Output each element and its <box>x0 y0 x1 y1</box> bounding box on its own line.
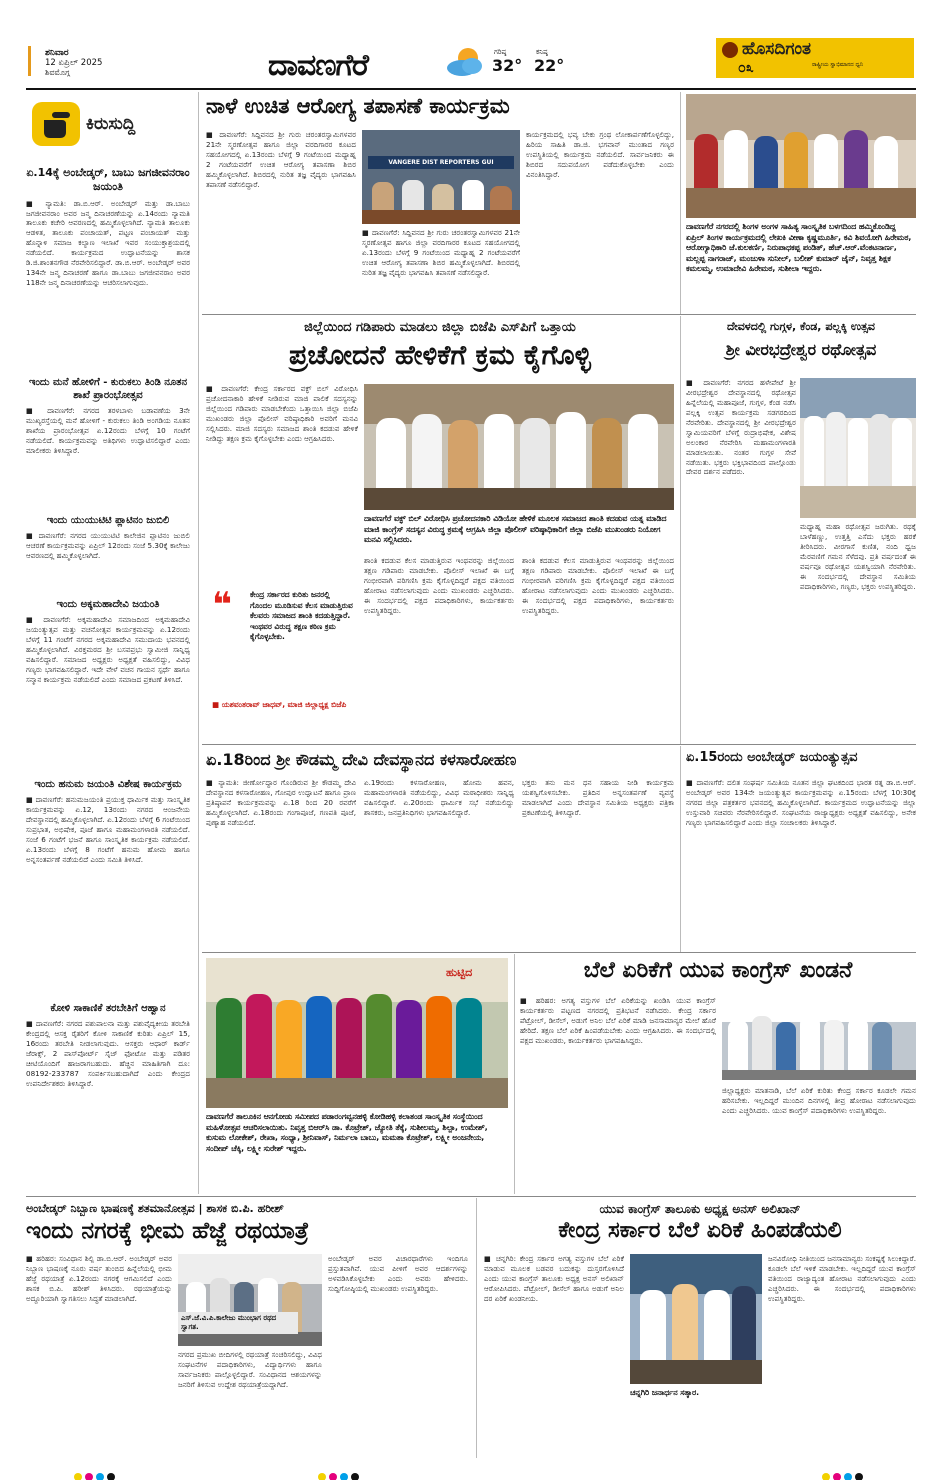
story3-photo <box>800 378 916 518</box>
page-number: ೦೩ <box>738 60 754 76</box>
kiru-item-5 <box>26 778 190 1000</box>
paper-tagline: ರಾಷ್ಟ್ರೀಯ ಸ್ವಾಭಿಮಾನದ ಧ್ವನಿ <box>812 62 864 68</box>
story2-photo <box>364 384 674 510</box>
kiru-item-body: ■ ದಾವಣಗೆರೆ: ನಗರದ ತರಳಬಾಳು ಬಡಾವಣೆಯ 3ನೇ ಮುಖ್ಯರಸ್ತೆಯಲ್ಲಿ ಮನೆ ಹೋಳಿಗೆ - ಕುರುಕಲು ತಿಂಡಿ ಅಂಗಡಿಯ ನೂತನ ಶಾಖೆಯ ಪ್ರಾರಂಭೋತ್ಸವ ಏ.12ರಂದು ಬೆಳಗ್ಗೆ 10 ಗಂಟೆಗೆ ನಡೆಯಲಿದೆ. ಕಾರ್ಯಕ್ರಮವನ್ನು ಅತಿಥಿಗಳು ಉದ್ಘಾಟಿಸಲಿದ್ದಾರೆ ಎಂದು ಮಾಲೀಕರು ತಿಳಿಸಿದ್ದಾರೆ. <box>26 406 190 455</box>
story2-quote: ಕೇಂದ್ರ ಸರ್ಕಾರದ ಕುರಿತು ಜನರಲ್ಲಿ ಗೊಂದಲ ಮೂಡಿಸುವ ಕೆಲಸ ಮಾಡುತ್ತಿರುವ ಕೆಲವರು ಸಮಾಜದ ಶಾಂತಿ ಕದಡುತ್ತಿದ್ದಾರೆ. ಇಂಥವರ ವಿರುದ್ಧ ತಕ್ಷಣ ಕಠಿಣ ಕ್ರಮ ಕೈಗೊಳ್ಳಬೇಕು. <box>250 590 353 641</box>
story6-headline: ಬೆಲೆ ಏರಿಕೆಗೆ ಯುವ ಕಾಂಗ್ರೆಸ್ ಖಂಡನೆ <box>583 958 853 983</box>
story4-rule <box>680 746 681 952</box>
min-temp: 22° <box>534 56 565 75</box>
masthead-city-sub: ಶಿವಮೊಗ್ಗ <box>45 68 70 77</box>
kiru-item-headline: ಇಂದು ಅಕ್ಕಮಹಾದೇವಿ ಜಯಂತಿ <box>56 599 160 610</box>
story5-headline: ಏ.15ರಂದು ಅಂಬೇಡ್ಕರ್ ಜಯಂತ್ಯುತ್ಸವ <box>686 750 858 765</box>
kiru-item-headline: ಏ.14ಕ್ಕೆ ಅಂಬೇಡ್ಕರ್, ಬಾಬು ಜಗಜೀವನರಾಂ ಜಯಂತಿ <box>26 166 190 194</box>
story1-col1: ■ ದಾವಣಗೆರೆ: ಸಿದ್ದಿವನದ ಶ್ರೀ ಗುರು ಚರಂತರಸ್ವಾಮಿಗಳವರ 21ನೇ ಸ್ಮರಣೋತ್ಸವ ಹಾಗೂ ಜಿಲ್ಲಾ ವರದಿಗಾರರ ಕೂಟದ ಸಹಯೋಗದಲ್ಲಿ ಏ.13ರಂದು ಬೆಳಗ್ಗೆ 9 ಗಂಟೆಯಿಂದ ಮಧ್ಯಾಹ್ನ 2 ಗಂಟೆಯವರೆಗೆ ಉಚಿತ ಆರೋಗ್ಯ ತಪಾಸಣಾ ಶಿಬಿರ ಹಮ್ಮಿಕೊಳ್ಳಲಾಗಿದೆ. ಶಿಬಿರದಲ್ಲಿ ನುರಿತ ತಜ್ಞ ವೈದ್ಯರು ಭಾಗವಹಿಸಿ ತಪಾಸಣೆ ನಡೆಸಲಿದ್ದಾರೆ. <box>206 130 356 189</box>
story4-headline: ಏ.18ರಿಂದ ಶ್ರೀ ಕೌಡಮ್ಮ ದೇವಿ ದೇವಸ್ಥಾನದ ಕಳಸಾರೋಹಣ <box>206 750 517 769</box>
story4-col1: ■ ನ್ಯಾಮತಿ: ಜೀರ್ಣೋದ್ಧಾರ ಗೊಂಡಿರುವ ಶ್ರೀ ಕೌಡಮ್ಮ ದೇವಿ ದೇವಸ್ಥಾನದ ಕಳಸಾರೋಹಣ, ಗೋಪುರ ಉದ್ಘಾಟನೆ ಹಾಗೂ ಪ್ರಾಣ ಪ್ರತಿಷ್ಠಾಪನೆ ಕಾರ್ಯಕ್ರಮವನ್ನು ಏ.18 ರಿಂದ 20 ರವರೆಗೆ ಹಮ್ಮಿಕೊಳ್ಳಲಾಗಿದೆ. ಏ.18ರಂದು ಗಂಗಾಪೂಜೆ, ಗಣಪತಿ ಪೂಜೆ, ಪುಣ್ಯಾಹ ನಡೆಯಲಿದೆ. <box>206 778 356 827</box>
kiru-item-4 <box>26 598 190 776</box>
story8-col3: ಜನವಿರೋಧಿ ನೀತಿಯಿಂದ ಜನಸಾಮಾನ್ಯರು ಸಂಕಷ್ಟಕ್ಕೆ ಸಿಲುಕಿದ್ದಾರೆ. ಕೂಡಲೇ ಬೆಲೆ ಇಳಿಕೆ ಮಾಡಬೇಕು. ಇಲ್ಲದಿದ್ದರೆ ಯುವ ಕಾಂಗ್ರೆಸ್ ವತಿಯಿಂದ ರಾಜ್ಯಾದ್ಯಂತ ಹೋರಾಟ ನಡೆಸಲಾಗುವುದು ಎಂದು ಎಚ್ಚರಿಸಿದರು. ಈ ಸಂದರ್ಭದಲ್ಲಿ ಪದಾಧಿಕಾರಿಗಳು ಉಪಸ್ಥಿತರಿದ್ದರು. <box>768 1254 916 1303</box>
kiru-item-headline: ಕೋಳಿ ಸಾಕಾಣಿಕೆ ತರಬೇತಿಗೆ ಆಹ್ವಾನ <box>50 1003 166 1014</box>
story6-col1: ■ ಹರಿಹರ: ಅಗತ್ಯ ವಸ್ತುಗಳ ಬೆಲೆ ಏರಿಕೆಯನ್ನು ಖಂಡಿಸಿ ಯುವ ಕಾಂಗ್ರೆಸ್ ಕಾರ್ಯಕರ್ತರು ಪಟ್ಟಣದ ನಗರದಲ್ಲಿ ಪ್ರತಿಭಟನೆ ನಡೆಸಿದರು. ಕೇಂದ್ರ ಸರ್ಕಾರ ಪೆಟ್ರೋಲ್, ಡೀಸೆಲ್, ಅಡುಗೆ ಅನಿಲ ಬೆಲೆ ಏರಿಕೆ ಮಾಡಿ ಜನಸಾಮಾನ್ಯರ ಮೇಲೆ ಹೊರೆ ಹೇರಿದೆ. ತಕ್ಷಣ ಬೆಲೆ ಏರಿಕೆ ಹಿಂಪಡೆಯಬೇಕು ಎಂದು ಆಗ್ರಹಿಸಿದರು. ಈ ಸಂದರ್ಭದಲ್ಲಿ ಪಕ್ಷದ ಮುಖಂಡರು, ಕಾರ್ಯಕರ್ತರು ಭಾಗವಹಿಸಿದ್ದರು. <box>520 996 716 1045</box>
story7-col3: ಅಂಬೇಡ್ಕರ್ ಅವರ ವಿಚಾರಧಾರೆಗಳು ಇಂದಿಗೂ ಪ್ರಸ್ತುತವಾಗಿವೆ. ಯುವ ಪೀಳಿಗೆ ಅವರ ಆದರ್ಶಗಳನ್ನು ಅಳವಡಿಸಿಕೊಳ್ಳಬೇಕು ಎಂದು ಅವರು ಹೇಳಿದರು. ಸುದ್ದಿಗೋಷ್ಠಿಯಲ್ಲಿ ಮುಖಂಡರು ಉಪಸ್ಥಿತರಿದ್ದರು. <box>328 1254 468 1293</box>
hand-pointer-icon <box>32 102 80 146</box>
edition-title: ದಾವಣಗೆರೆ <box>268 48 368 83</box>
story3-headline: ಶ್ರೀ ವೀರಭದ್ರೇಶ್ವರ ರಥೋತ್ಸವ <box>725 340 877 359</box>
kiru-item-headline: ಇಂದು ಯುಯುಟಿಟಿ ಪ್ಲಾಟಿನಂ ಜುಬಿಲಿ <box>46 515 170 526</box>
photo-story-caption: ದಾವಣಗೆರೆ ತಾಲೂಕಿನ ಆನಗೋಡು ಸಮೀಪದ ಪಡಾರಂಗವ್ವನಹಳ್ಳಿ ಕೋಡಿಹಳ್ಳಿ ಕಲಾತಂಡ ಸಾಂಸ್ಕೃತಿಕ ಸಂಸ್ಥೆಯಿಂದ ಮಹಿಳೋತ್ಸವ ಆಚರಿಸಲಾಯಿತು. ನಿವೃತ್ತ ಬಿಆರ್‌ಸಿ ಡಾ. ಕೊಟ್ರೇಶ್, ಜ್ಯೋತಿ ತೆಕ್ಕೆ, ಸುಶೀಲಮ್ಮ, ಶಿಲ್ಪಾ, ಉಮೇಶ್, ಕುಸುಮ ಲೋಕೇಶ್, ರೇಖಾ, ಸಂಧ್ಯಾ, ಶ್ರೀನಿವಾಸ್, ನಿರ್ಮಲಾ ಬಾಬು, ಮಮತಾ ಕೊಟ್ರೇಶ್, ಲಕ್ಷ್ಮೀ ಅಂಜನೇಯ, ಸಂದೀಪ್ ಚೆಕ್ಕಿ, ಲಕ್ಷ್ಮೀ ಸುರೇಶ್ ಇದ್ದರು. <box>206 1112 488 1153</box>
story7-headline: ಇಂದು ನಗರಕ್ಕೆ ಭೀಮ ಹೆಜ್ಜೆ ರಥಯಾತ್ರೆ <box>26 1218 309 1244</box>
story1-col3: ಕಾರ್ಯಕ್ರಮದಲ್ಲಿ ಭವ್ಯ ಬೇಕು ಗ್ರಂಥ ಲೋಕಾರ್ಪಣೆಗೊಳ್ಳಲಿದ್ದು, ಹಿರಿಯ ಸಾಹಿತಿ ಡಾ.ಜಿ. ಭಗವಾನ್ ಮುಂತಾದ ಗಣ್ಯರ ಉಪಸ್ಥಿತಿಯಲ್ಲಿ ಕಾರ್ಯಕ್ರಮ ನಡೆಯಲಿದೆ. ಸಾರ್ವಜನಿಕರು ಈ ಶಿಬಿರದ ಸದುಪಯೋಗ ಪಡೆದುಕೊಳ್ಳಬೇಕು ಎಂದು ವಿನಂತಿಸಿದ್ದಾರೆ. <box>526 130 674 179</box>
registration-dots-center <box>318 1466 362 1480</box>
story1-photo <box>362 130 520 224</box>
photo-banner: VANGERE DIST REPORTERS GUI <box>368 156 514 169</box>
masthead-date: 12 ಏಪ್ರಿಲ್ 2025 <box>45 58 103 68</box>
max-temp-label: ಗರಿಷ್ಠ <box>494 48 507 56</box>
paper-name: ಹೊಸದಿಗಂತ <box>742 39 812 59</box>
story7-photo-caption: ಎಸ್.ಜೆ.ವಿ.ಪಿ.ಕಾಲೇಜು ಮುಂಭಾಗ ರಥದ ಸ್ವಾಗತ. <box>178 1312 298 1334</box>
story4-col3: ಭಕ್ತರು ತನು ಮನ ಧನ ಸಹಾಯ ನೀಡಿ ಕಾರ್ಯಕ್ರಮ ಯಶಸ್ವಿಗೊಳಿಸಬೇಕು. ಪ್ರತಿದಿನ ಅನ್ನಸಂತರ್ಪಣೆ ವ್ಯವಸ್ಥೆ ಮಾಡಲಾಗಿದೆ ಎಂದು ದೇವಸ್ಥಾನ ಸಮಿತಿಯ ಅಧ್ಯಕ್ಷರು ಪತ್ರಿಕಾ ಪ್ರಕಟಣೆಯಲ್ಲಿ ತಿಳಿಸಿದ್ದಾರೆ. <box>522 778 674 817</box>
story7-rule <box>476 1198 477 1458</box>
photo-story-image <box>206 958 508 1108</box>
story1-headline: ನಾಳೆ ಉಚಿತ ಆರೋಗ್ಯ ತಪಾಸಣೆ ಕಾರ್ಯಕ್ರಮ <box>206 94 510 118</box>
kiru-item-headline: ಇಂದು ಮನೆ ಹೋಳಿಗೆ - ಕುರುಕಲು ತಿಂಡಿ ನೂತನ ಶಾಖೆ ಪ್ರಾರಂಭೋತ್ಸವ <box>28 377 188 401</box>
story8-headline: ಕೇಂದ್ರ ಸರ್ಕಾರ ಬೆಲೆ ಏರಿಕೆ ಹಿಂಪಡೆಯಲಿ <box>558 1218 842 1243</box>
kiru-item-6 <box>26 1002 190 1192</box>
registration-dots-right <box>822 1466 866 1480</box>
story5-body: ■ ದಾವಣಗೆರೆ: ದಲಿತ ಸಂಘರ್ಷ ಸಮಿತಿಯ ನೂತನ ಜಿಲ್ಲಾ ಘಟಕದಿಂದ ಭಾರತ ರತ್ನ ಡಾ.ಬಿ.ಆರ್. ಅಂಬೇಡ್ಕರ್ ಅವರ 134ನೇ ಜಯಂತ್ಯುತ್ಸವ ಕಾರ್ಯಕ್ರಮವನ್ನು ಏ.15ರಂದು ಬೆಳಗ್ಗೆ 10:30ಕ್ಕೆ ನಗರದ ಜಿಲ್ಲಾ ಪತ್ರಕರ್ತರ ಭವನದಲ್ಲಿ ಹಮ್ಮಿಕೊಳ್ಳಲಾಗಿದೆ. ಕಾರ್ಯಕ್ರಮದ ಉದ್ಘಾಟನೆಯನ್ನು ಜಿಲ್ಲಾ ಉಸ್ತುವಾರಿ ಸಚಿವರು ನೆರವೇರಿಸಲಿದ್ದಾರೆ. ಸಂಘಟನೆಯ ರಾಜ್ಯಾಧ್ಯಕ್ಷರು ಅಧ್ಯಕ್ಷತೆ ವಹಿಸಲಿದ್ದು, ಅನೇಕ ಗಣ್ಯರು ಭಾಗವಹಿಸಲಿದ್ದಾರೆ ಎಂದು ಜಿಲ್ಲಾ ಸಂಚಾಲಕರು ತಿಳಿಸಿದ್ದಾರೆ. <box>686 778 916 827</box>
quote-mark-icon: ❝ <box>212 585 232 625</box>
story2-quote-by: ■ ಯಶವಂತರಾವ್ ಜಾಧವ್, ಮಾಜಿ ಜಿಲ್ಲಾಧ್ಯಕ್ಷ ಬಿಜೆಪಿ <box>212 700 347 709</box>
story3-kicker: ದೇವಳದಲ್ಲಿ ಗುಗ್ಗಳ, ಕೆಂಡ, ಪಲ್ಲಕ್ಕಿ ಉತ್ಸವ <box>727 320 875 333</box>
paper-logo <box>716 38 914 78</box>
story7-photo <box>178 1254 322 1346</box>
kiru-item-body: ■ ನ್ಯಾಮತಿ: ಡಾ.ಬಿ.ಆರ್. ಅಂಬೇಡ್ಕರ್ ಮತ್ತು ಡಾ.ಬಾಬು ಜಗಜೀವನರಾಂ ಅವರ ಜನ್ಮ ದಿನಾಚರಣೆಯನ್ನು ಏ.14ರಂದು ನ್ಯಾಮತಿ ತಾಲೂಕು ಕಚೇರಿ ಆವರಣದಲ್ಲಿ ಹಮ್ಮಿಕೊಳ್ಳಲಾಗಿದೆ. ನ್ಯಾಮತಿ ತಾಲೂಕು ಆಡಳಿತ, ತಾಲೂಕು ಪಂಚಾಯತ್, ಪಟ್ಟಣ ಪಂಚಾಯತ್ ಮತ್ತು ಹೊನ್ನಾಳಿ ಸಮಾಜ ಕಲ್ಯಾಣ ಇಲಾಖೆ ಇವರ ಸಂಯುಕ್ತಾಶ್ರಯದಲ್ಲಿ ನಡೆಯಲಿದೆ. ಕಾರ್ಯಕ್ರಮದ ಉದ್ಘಾಟನೆಯನ್ನು ಶಾಸಕ ಡಿ.ಜಿ.ಶಾಂತನಗೌಡ ನೆರವೇರಿಸಲಿದ್ದಾರೆ. ಡಾ.ಬಿ.ಆರ್. ಅಂಬೇಡ್ಕರ್ ಅವರ 134ನೇ ಜನ್ಮ ದಿನಾಚರಣೆ ಹಾಗೂ ಡಾ.ಬಾಬು ಜಗಜೀವನರಾಂ ಅವರ 118ನೇ ಜನ್ಮ ದಿನಾಚರಣೆಯನ್ನು ಆಚರಿಸಲಾಗುವುದು. <box>26 198 190 288</box>
kirusuddi-box <box>26 96 190 166</box>
story2-col1: ■ ದಾವಣಗೆರೆ: ಕೇಂದ್ರ ಸರ್ಕಾರದ ವಕ್ಫ್ ಬಿಲ್ ವಿರೋಧಿಸಿ ಪ್ರಚೋದನಾಕಾರಿ ಹೇಳಿಕೆ ನೀಡಿರುವ ಮಾಜಿ ಪಾಲಿಕೆ ಸದಸ್ಯನನ್ನು ಜಿಲ್ಲೆಯಿಂದ ಗಡಿಪಾರು ಮಾಡಬೇಕೆಂದು ಒತ್ತಾಯಿಸಿ ಜಿಲ್ಲಾ ಬಿಜೆಪಿ ಮುಖಂಡರು ಜಿಲ್ಲಾ ಪೊಲೀಸ್ ವರಿಷ್ಠಾಧಿಕಾರಿ ಅವರಿಗೆ ಮನವಿ ಸಲ್ಲಿಸಿದರು. ಮಾಜಿ ಸದಸ್ಯರು ಸಮಾಜದ ಶಾಂತಿ ಕದಡುವ ಹೇಳಿಕೆ ನೀಡಿದ್ದು ತಕ್ಷಣ ಕ್ರಮ ಕೈಗೊಳ್ಳಬೇಕು ಎಂದು ಆಗ್ರಹಿಸಿದರು. <box>206 384 358 443</box>
row1-rule <box>202 314 916 315</box>
story2-photo-caption: ದಾವಣಗೆರೆ ವಕ್ಫ್ ಬಿಲ್ ವಿರೋಧಿಸಿ ಪ್ರಚೋದನಕಾರಿ ವಿಡಿಯೋ ಹೇಳಿಕೆ ಮೂಲಕ ಸಮಾಜದ ಶಾಂತಿ ಕದಡುವ ಯತ್ನ ಮಾಡಿದ ಮಾಜಿ ಕಾಂಗ್ರೆಸ್ ಸದಸ್ಯನ ವಿರುದ್ಧ ಕ್ರಮಕ್ಕೆ ಆಗ್ರಹಿಸಿ ಜಿಲ್ಲಾ ಪೊಲೀಸ್ ವರಿಷ್ಠಾಧಿಕಾರಿಗೆ ಜಿಲ್ಲಾ ಬಿಜೆಪಿ ಮುಖಂಡರು ನಿಯೋಗ ಮನವಿ ಸಲ್ಲಿಸಿದರು. <box>364 514 667 545</box>
masthead-rule <box>26 88 916 90</box>
story2-rule <box>680 316 681 744</box>
story6-col2: ಜಿಲ್ಲಾಧ್ಯಕ್ಷರು ಮಾತನಾಡಿ, ಬೆಲೆ ಏರಿಕೆ ಕುರಿತು ಕೇಂದ್ರ ಸರ್ಕಾರ ಕೂಡಲೇ ಗಮನ ಹರಿಸಬೇಕು. ಇಲ್ಲದಿದ್ದರೆ ಮುಂದಿನ ದಿನಗಳಲ್ಲಿ ತೀವ್ರ ಹೋರಾಟ ನಡೆಸಲಾಗುವುದು ಎಂದು ಎಚ್ಚರಿಸಿದರು. ಯುವ ಕಾಂಗ್ರೆಸ್ ಪದಾಧಿಕಾರಿಗಳು ಉಪಸ್ಥಿತರಿದ್ದರು. <box>722 1086 916 1115</box>
story3-body2: ಮಧ್ಯಾಹ್ನ ಮಹಾ ರಥೋತ್ಸವ ಜರುಗಿತು. ರಥಕ್ಕೆ ಬಾಳೆಹಣ್ಣು, ಉತ್ತತ್ತಿ ಎಸೆದು ಭಕ್ತರು ಹರಕೆ ತೀರಿಸಿದರು. ವೀರಗಾಸೆ ಕುಣಿತ, ನಂದಿ ಧ್ವಜ ಮೆರವಣಿಗೆ ಗಮನ ಸೆಳೆದವು. ಪ್ರತಿ ವರ್ಷದಂತೆ ಈ ವರ್ಷವೂ ರಥೋತ್ಸವ ಯಶಸ್ವಿಯಾಗಿ ನೆರವೇರಿತು. ಈ ಸಂದರ್ಭದಲ್ಲಿ ದೇವಸ್ಥಾನ ಸಮಿತಿಯ ಪದಾಧಿಕಾರಿಗಳು, ಗಣ್ಯರು, ಭಕ್ತರು ಉಪಸ್ಥಿತರಿದ್ದರು. <box>800 522 916 591</box>
photo-story-banner: ಹುಟ್ಟಿದ <box>446 966 473 979</box>
story8-photo <box>630 1254 762 1384</box>
kiru-item-2 <box>26 376 190 510</box>
photo-story-rule <box>514 954 515 1194</box>
masthead-day: ಶನಿವಾರ <box>45 48 69 58</box>
min-temp-label: ಕನಿಷ್ಠ <box>536 48 548 56</box>
kiru-item-body: ■ ದಾವಣಗೆರೆ: ನಗರದ ಪಶುಪಾಲನಾ ಮತ್ತು ಪಶುವೈದ್ಯಕೀಯ ತರಬೇತಿ ಕೇಂದ್ರದಲ್ಲಿ ಆಸಕ್ತ ರೈತರಿಗೆ ಕೋಳಿ ಸಾಕಾಣಿಕೆ ಕುರಿತು ಏಪ್ರಿಲ್ 15, 16ರಂದು ತರಬೇತಿ ನೀಡಲಾಗುವುದು. ಆಸಕ್ತರು ಆಧಾರ್ ಕಾರ್ಡ್ ಜೆರಾಕ್ಸ್, 2 ಪಾಸ್‌ಪೋರ್ಟ್ ಸೈಜ್ ಫೋಟೋ ಮತ್ತು ಪಡಿತರ ಚೀಟಿಯೊಂದಿಗೆ ಹಾಜರಾಗಬಹುದು. ಹೆಚ್ಚಿನ ಮಾಹಿತಿಗಾಗಿ ದೂ: 08192-233787 ಸಂಪರ್ಕಿಸಬಹುದಾಗಿದೆ ಎಂದು ಕೇಂದ್ರದ ಉಪನಿರ್ದೇಶಕರು ತಿಳಿಸಿದ್ದಾರೆ. <box>26 1019 190 1088</box>
story2-kicker: ಜಿಲ್ಲೆಯಿಂದ ಗಡಿಪಾರು ಮಾಡಲು ಜಿಲ್ಲಾ ಬಿಜೆಪಿ ಎಸ್‌ಪಿಗೆ ಒತ್ತಾಯ <box>304 320 576 335</box>
kiru-item-headline: ಇಂದು ಹನುಮ ಜಯಂತಿ ವಿಶೇಷ ಕಾರ್ಯಕ್ರಮ <box>34 779 182 790</box>
story2-headline: ಪ್ರಚೋದನೆ ಹೇಳಿಕೆಗೆ ಕ್ರಮ ಕೈಗೊಳ್ಳಿ <box>288 340 591 371</box>
story1-right-photo <box>686 94 916 218</box>
max-temp: 32° <box>492 56 523 75</box>
kiru-item-3 <box>26 514 190 594</box>
story7-col1: ■ ಹರಿಹರ: ಸಂವಿಧಾನ ಶಿಲ್ಪಿ ಡಾ.ಬಿ.ಆರ್. ಅಂಬೇಡ್ಕರ್ ಅವರ ನಿಬ್ಬಾಣ ಭಾಷಣಕ್ಕೆ ನೂರು ವರ್ಷ ತುಂಬಿದ ಹಿನ್ನೆಲೆಯಲ್ಲಿ ಭೀಮ ಹೆಜ್ಜೆ ರಥಯಾತ್ರೆ ಏ.12ರಂದು ನಗರಕ್ಕೆ ಆಗಮಿಸಲಿದೆ ಎಂದು ಶಾಸಕ ಬಿ.ಪಿ. ಹರೀಶ್ ತಿಳಿಸಿದರು. ರಥಯಾತ್ರೆಯನ್ನು ಅದ್ದೂರಿಯಾಗಿ ಸ್ವಾಗತಿಸಲು ಸಿದ್ಧತೆ ಮಾಡಲಾಗಿದೆ. <box>26 1254 172 1303</box>
paper-emblem-icon <box>722 42 738 58</box>
kiru-item-body: ■ ದಾವಣಗೆರೆ: ನಗರದ ಯುಯುಟಿಟಿ ಕಾಲೇಜಿನ ಪ್ಲಾಟಿನಂ ಜುಬಿಲಿ ಆಚರಣೆ ಕಾರ್ಯಕ್ರಮವನ್ನು ಏಪ್ರಿಲ್ 12ರಂದು ಸಂಜೆ 5.30ಕ್ಕೆ ಕಾಲೇಜು ಆವರಣದಲ್ಲಿ ಹಮ್ಮಿಕೊಳ್ಳಲಾಗಿದೆ. <box>26 531 190 560</box>
row2-rule <box>202 744 916 745</box>
date-strip <box>28 46 178 76</box>
story1-photo-caption: ದಾವಣಗೆರೆ ನಗರದಲ್ಲಿ ಶಿಂಗಳ ಅಂಗಳ ಸಾಹಿತ್ಯ ಸಾಂಸ್ಕೃತಿಕ ಬಳಗದಿಂದ ಹಮ್ಮಿಕೊಂಡಿದ್ದ ಏಪ್ರಿಲ್ ತಿಂಗಳ ಕಾರ್ಯಕ್ರಮದಲ್ಲಿ ಲೇಖಕಿ ವೀಣಾ ಕೃಷ್ಣಮೂರ್ತಿ, ಕವಿ ಶಿವಯೋಗಿ ಹಿರೇಮಠ, ಆರೋಗ್ಯಾಧಿಕಾರಿ ಜೆ.ಕುಲಕರ್ಣಿ, ನಿರುಪಾಧಕಪ್ಪ ಪಂಡಿತ್, ಹೆಚ್.ಆರ್.ವೆಂಕಟನಾರ್ಣ, ಮಲ್ಲಪ್ಪ ನಾಗರಾಜ್, ಮಂಜುಳಾ ಸುನೀಲ್, ಬಲೀಶ್ ಕುಮಾರ್ ಜೈನ್, ನಿವೃತ್ತ ಶಿಕ್ಷಕ ಕಮಲಮ್ಮ, ಉಮಾದೇವಿ ಹಿರೇಮಠ, ಸುಶೀಲಾ ಇದ್ದರು. <box>686 222 912 274</box>
story6-photo <box>722 996 916 1080</box>
story7-kicker: ಅಂಬೇಡ್ಕರ್ ನಿಬ್ಬಾಣ ಭಾಷಣಕ್ಕೆ ಶತಮಾನೋತ್ಸವ | ಶಾಸಕ ಬಿ.ಪಿ. ಹರೀಶ್ <box>26 1202 284 1215</box>
story4-col2: ಏ.19ರಂದು ಕಳಸಾರೋಹಣ, ಹೋಮ ಹವನ, ಮಹಾಮಂಗಳಾರತಿ ನಡೆಯಲಿದ್ದು, ವಿವಿಧ ಮಠಾಧೀಶರು ಸಾನ್ನಿಧ್ಯ ವಹಿಸಲಿದ್ದಾರೆ. ಏ.20ರಂದು ಧಾರ್ಮಿಕ ಸಭೆ ನಡೆಯಲಿದ್ದು ಶಾಸಕರು, ಜನಪ್ರತಿನಿಧಿಗಳು ಭಾಗವಹಿಸಲಿದ್ದಾರೆ. <box>364 778 514 817</box>
story7-col2: ನಗರದ ಪ್ರಮುಖ ಬೀದಿಗಳಲ್ಲಿ ರಥಯಾತ್ರೆ ಸಂಚರಿಸಲಿದ್ದು, ವಿವಿಧ ಸಂಘಟನೆಗಳ ಪದಾಧಿಕಾರಿಗಳು, ವಿದ್ಯಾರ್ಥಿಗಳು ಹಾಗೂ ಸಾರ್ವಜನಿಕರು ಪಾಲ್ಗೊಳ್ಳಲಿದ್ದಾರೆ. ಸಂವಿಧಾನದ ಆಶಯಗಳನ್ನು ಜನರಿಗೆ ತಿಳಿಸುವ ಉದ್ದೇಶ ರಥಯಾತ್ರೆಯದ್ದಾಗಿದೆ. <box>178 1350 322 1389</box>
kirusuddi-title: ಕಿರುಸುದ್ದಿ <box>86 114 136 134</box>
story2-col3: ಶಾಂತಿ ಕದಡುವ ಕೆಲಸ ಮಾಡುತ್ತಿರುವ ಇಂಥವರನ್ನು ಜಿಲ್ಲೆಯಿಂದ ತಕ್ಷಣ ಗಡಿಪಾರು ಮಾಡಬೇಕು. ಪೊಲೀಸ್ ಇಲಾಖೆ ಈ ಬಗ್ಗೆ ಗಂಭೀರವಾಗಿ ಪರಿಗಣಿಸಿ ಕ್ರಮ ಕೈಗೊಳ್ಳದಿದ್ದರೆ ಪಕ್ಷದ ವತಿಯಿಂದ ಹೋರಾಟ ನಡೆಸಲಾಗುವುದು ಎಂದು ಮುಖಂಡರು ಎಚ್ಚರಿಸಿದರು. ಈ ಸಂದರ್ಭದಲ್ಲಿ ಪಕ್ಷದ ಪದಾಧಿಕಾರಿಗಳು, ಕಾರ್ಯಕರ್ತರು ಉಪಸ್ಥಿತರಿದ್ದರು. <box>522 556 674 615</box>
kiru-item-body: ■ ದಾವಣಗೆರೆ: ಅಕ್ಕಮಹಾದೇವಿ ಸಮಾಜದಿಂದ ಅಕ್ಕಮಹಾದೇವಿ ಜಯಂತ್ಯುತ್ಸವ ಮತ್ತು ವಚನೋತ್ಸವ ಕಾರ್ಯಕ್ರಮವನ್ನು ಏ.12ರಂದು ಬೆಳಗ್ಗೆ 11 ಗಂಟೆಗೆ ನಗರದ ಅಕ್ಕಮಹಾದೇವಿ ಸಮುದಾಯ ಭವನದಲ್ಲಿ ಹಮ್ಮಿಕೊಳ್ಳಲಾಗಿದೆ. ವಿರಕ್ತಮಠದ ಶ್ರೀ ಬಸವಪ್ರಭು ಸ್ವಾಮೀಜಿ ಸಾನ್ನಿಧ್ಯ ವಹಿಸಲಿದ್ದಾರೆ. ಸಮಾಜದ ಅಧ್ಯಕ್ಷರು ಅಧ್ಯಕ್ಷತೆ ವಹಿಸಲಿದ್ದು, ವಿವಿಧ ಗಣ್ಯರು ಭಾಗವಹಿಸಲಿದ್ದಾರೆ. ಇದೇ ವೇಳೆ ವಚನ ಗಾಯನ ಸ್ಪರ್ಧೆ ಹಾಗೂ ಸನ್ಮಾನ ಕಾರ್ಯಕ್ರಮ ನಡೆಯಲಿದೆ ಎಂದು ಸಮಾಜದ ಪ್ರಕಟಣೆ ತಿಳಿಸಿದೆ. <box>26 615 190 684</box>
kiru-item-body: ■ ದಾವಣಗೆರೆ: ಹನುಮಜಯಂತಿ ಪ್ರಯುಕ್ತ ಧಾರ್ಮಿಕ ಮತ್ತು ಸಾಂಸ್ಕೃತಿಕ ಕಾರ್ಯಕ್ರಮವನ್ನು ಏ.12, 13ರಂದು ನಗರದ ಆಂಜನೇಯ ದೇವಸ್ಥಾನದಲ್ಲಿ ಹಮ್ಮಿಕೊಳ್ಳಲಾಗಿದೆ. ಏ.12ರಂದು ಬೆಳಗ್ಗೆ 6 ಗಂಟೆಯಿಂದ ಸುಪ್ರಭಾತ, ಅಭಿಷೇಕ, ಪೂಜೆ ಹಾಗೂ ಮಹಾಮಂಗಳಾರತಿ ನಡೆಯಲಿದೆ. ಸಂಜೆ 6 ಗಂಟೆಗೆ ಭಜನೆ ಹಾಗೂ ಸಾಂಸ್ಕೃತಿಕ ಕಾರ್ಯಕ್ರಮ ನಡೆಯಲಿದೆ. ಏ.13ರಂದು ಬೆಳಗ್ಗೆ 8 ಗಂಟೆಗೆ ಹನುಮ ಹೋಮ ಹಾಗೂ ಅನ್ನಸಂತರ್ಪಣೆ ನಡೆಯಲಿದೆ ಎಂದು ಸಮಿತಿ ತಿಳಿಸಿದೆ. <box>26 795 190 864</box>
story3-body: ■ ದಾವಣಗೆರೆ: ನಗರದ ಹಳೇಪೇಟೆ ಶ್ರೀ ವೀರಭದ್ರೇಶ್ವರ ದೇವಸ್ಥಾನದಲ್ಲಿ ರಥೋತ್ಸವ ಹಿನ್ನೆಲೆಯಲ್ಲಿ ಮಹಾಪೂಜೆ, ಗುಗ್ಗಳ, ಕೆಂಡ ನಡೆಸಿ ಪಲ್ಲಕ್ಕಿ ಉತ್ಸವ ಕಾರ್ಯಕ್ರಮ ಸಡಗರದಿಂದ ನೆರವೇರಿತು. ದೇವಸ್ಥಾನದಲ್ಲಿ ಶ್ರೀ ವೀರಭದ್ರೇಶ್ವರ ಸ್ವಾಮಿಯವರಿಗೆ ಬೆಳಗ್ಗೆ ರುದ್ರಾಭಿಷೇಕ, ವಿಶೇಷ ಅಲಂಕಾರ ನೆರವೇರಿಸಿ ಮಹಾಮಂಗಳಾರತಿ ಮಾಡಲಾಯಿತು. ನಂತರ ಗುಗ್ಗಳ ಸೇವೆ ನಡೆಯಿತು. ಭಕ್ತರು ಭಕ್ತಿಭಾವದಿಂದ ಪಾಲ್ಗೊಂಡು ದೇವರ ದರ್ಶನ ಪಡೆದರು. <box>686 378 796 477</box>
left-column-rule <box>198 92 199 1194</box>
row4-rule <box>26 1196 916 1197</box>
kiru-item-1 <box>26 166 190 372</box>
partly-cloudy-icon <box>444 44 486 78</box>
story2-quote-box <box>212 585 353 728</box>
story1-col2-extra: ■ ದಾವಣಗೆರೆ: ಸಿದ್ದಿವನದ ಶ್ರೀ ಗುರು ಚರಂತರಸ್ವಾಮಿಗಳವರ 21ನೇ ಸ್ಮರಣೋತ್ಸವ ಹಾಗೂ ಜಿಲ್ಲಾ ವರದಿಗಾರರ ಕೂಟದ ಸಹಯೋಗದಲ್ಲಿ ಏ.13ರಂದು ಬೆಳಗ್ಗೆ 9 ಗಂಟೆಯಿಂದ ಮಧ್ಯಾಹ್ನ 2 ಗಂಟೆಯವರೆಗೆ ಉಚಿತ ಆರೋಗ್ಯ ತಪಾಸಣಾ ಶಿಬಿರ ಹಮ್ಮಿಕೊಳ್ಳಲಾಗಿದೆ. ಶಿಬಿರದಲ್ಲಿ ನುರಿತ ತಜ್ಞ ವೈದ್ಯರು ಭಾಗವಹಿಸಿ ತಪಾಸಣೆ ನಡೆಸಲಿದ್ದಾರೆ. <box>362 228 520 277</box>
registration-dots-left <box>74 1466 118 1480</box>
story8-col1: ■ ಚನ್ನಗಿರಿ: ಕೇಂದ್ರ ಸರ್ಕಾರ ಅಗತ್ಯ ವಸ್ತುಗಳ ಬೆಲೆ ಏರಿಕೆ ಮಾಡುವ ಮೂಲಕ ಬಡವರ ಬದುಕನ್ನು ದುಸ್ತರಗೊಳಿಸಿದೆ ಎಂದು ಯುವ ಕಾಂಗ್ರೆಸ್ ತಾಲೂಕು ಅಧ್ಯಕ್ಷ ಅನಸ್ ಅಲಿಖಾನ್ ಆರೋಪಿಸಿದರು. ಪೆಟ್ರೋಲ್, ಡೀಸೆಲ್ ಹಾಗೂ ಅಡುಗೆ ಅನಿಲ ದರ ಏರಿಕೆ ಖಂಡನೀಯ. <box>484 1254 624 1303</box>
story8-photo-caption: ಚನ್ನಗಿರಿ ಜನಾರ್ಧನ ಸತ್ಕಾರ. <box>630 1388 700 1397</box>
story8-kicker: ಯುವ ಕಾಂಗ್ರೆಸ್ ತಾಲೂಕು ಅಧ್ಯಕ್ಷ ಅನಸ್ ಅಲಿಖಾನ್ <box>599 1202 801 1216</box>
row3-rule <box>202 952 916 953</box>
story1-rule <box>680 92 681 314</box>
masthead <box>0 0 945 88</box>
story2-col2: ಶಾಂತಿ ಕದಡುವ ಕೆಲಸ ಮಾಡುತ್ತಿರುವ ಇಂಥವರನ್ನು ಜಿಲ್ಲೆಯಿಂದ ತಕ್ಷಣ ಗಡಿಪಾರು ಮಾಡಬೇಕು. ಪೊಲೀಸ್ ಇಲಾಖೆ ಈ ಬಗ್ಗೆ ಗಂಭೀರವಾಗಿ ಪರಿಗಣಿಸಿ ಕ್ರಮ ಕೈಗೊಳ್ಳದಿದ್ದರೆ ಪಕ್ಷದ ವತಿಯಿಂದ ಹೋರಾಟ ನಡೆಸಲಾಗುವುದು ಎಂದು ಮುಖಂಡರು ಎಚ್ಚರಿಸಿದರು. ಈ ಸಂದರ್ಭದಲ್ಲಿ ಪಕ್ಷದ ಪದಾಧಿಕಾರಿಗಳು, ಕಾರ್ಯಕರ್ತರು ಉಪಸ್ಥಿತರಿದ್ದರು. <box>364 556 514 615</box>
